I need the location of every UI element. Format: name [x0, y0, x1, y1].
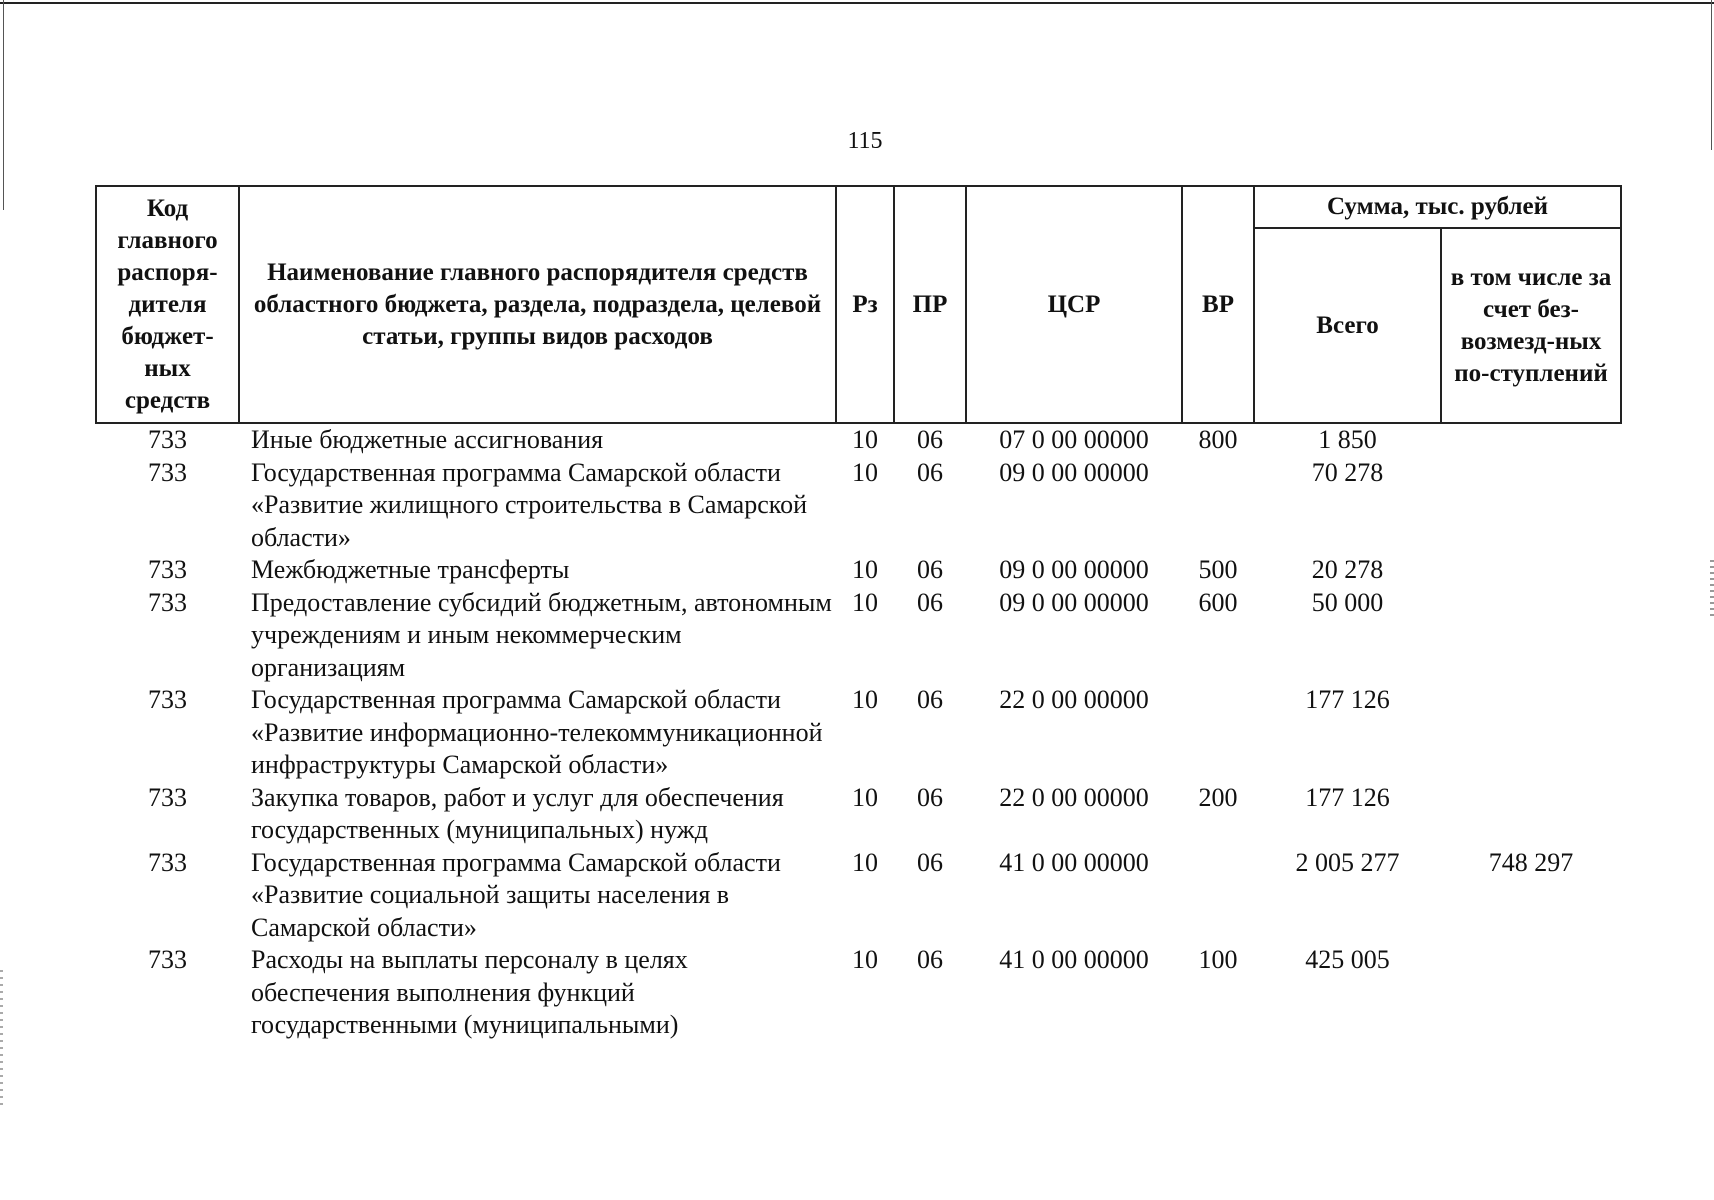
cell-name: Иные бюджетные ассигнования — [251, 425, 604, 454]
cell-rz: 10 — [852, 847, 878, 877]
header-name: Наименование главного распорядителя средств областного бюджета, раздела, подраздела, целевой статьи, группы видов расходов — [239, 186, 836, 423]
cell-pr: 06 — [917, 555, 943, 584]
cell-pr: 06 — [917, 425, 943, 454]
cell-code: 733 — [148, 847, 187, 877]
cell-vr: 500 — [1198, 555, 1238, 584]
cell-rz: 10 — [852, 685, 878, 714]
header-vr: ВР — [1182, 186, 1254, 423]
cell-vr — [1182, 457, 1254, 555]
cell-pr: 06 — [917, 782, 943, 812]
cell-vr: 200 — [1198, 782, 1238, 812]
page-number: 115 — [847, 128, 883, 154]
cell-rz: 10 — [852, 457, 878, 487]
cell-csr: 07 0 00 00000 — [999, 425, 1149, 454]
cell-pr: 06 — [917, 847, 943, 877]
cell-vr — [1182, 684, 1254, 782]
cell-vr — [1182, 847, 1254, 945]
cell-total: 177 126 — [1305, 685, 1390, 714]
table-row — [96, 782, 1621, 847]
cell-code: 733 — [148, 555, 187, 584]
table-row — [96, 554, 1621, 587]
cell-pr: 06 — [917, 945, 943, 974]
cell-code: 733 — [148, 782, 187, 812]
cell-code: 733 — [148, 945, 187, 974]
cell-rz: 10 — [852, 555, 878, 584]
cell-pr: 06 — [917, 685, 943, 714]
cell-rz: 10 — [852, 945, 878, 974]
header-code: Код главного распоря-дителя бюджет-ных средств — [96, 186, 239, 423]
cell-rz: 10 — [852, 587, 878, 617]
cell-incl — [1441, 554, 1621, 587]
cell-name: Закупка товаров, работ и услуг для обеспечения государственных (муниципальных) нужд — [251, 782, 784, 844]
header-sum-group: Сумма, тыс. рублей — [1254, 186, 1621, 228]
top-edge-line — [0, 2, 1714, 4]
cell-code: 733 — [148, 457, 187, 487]
cell-vr: 800 — [1198, 425, 1238, 454]
cell-incl — [1441, 587, 1621, 685]
budget-table — [95, 185, 1622, 1042]
cell-name: Государственная программа Самарской области «Развитие социальной защиты населения в Самарской области» — [251, 847, 781, 942]
cell-name: Государственная программа Самарской области «Развитие информационно-телекоммуникационной инфраструктуры Самарской области» — [251, 685, 823, 779]
cell-code: 733 — [148, 425, 187, 454]
scan-artifact — [0, 970, 3, 1110]
cell-csr: 41 0 00 00000 — [999, 847, 1149, 877]
cell-incl — [1441, 782, 1621, 847]
cell-incl — [1441, 423, 1621, 457]
table-body — [96, 423, 1621, 1042]
cell-pr: 06 — [917, 457, 943, 487]
cell-incl — [1441, 944, 1621, 1042]
cell-vr: 100 — [1198, 945, 1238, 974]
cell-total: 425 005 — [1305, 945, 1390, 974]
table-row — [96, 944, 1621, 1042]
cell-name: Предоставление субсидий бюджетным, автономным учреждениям и иным некоммерческим организациям — [251, 587, 832, 682]
header-csr: ЦСР — [966, 186, 1182, 423]
cell-csr: 09 0 00 00000 — [999, 457, 1149, 487]
cell-incl — [1441, 457, 1621, 555]
cell-rz: 10 — [852, 425, 878, 454]
cell-csr: 09 0 00 00000 — [999, 555, 1149, 584]
cell-incl: 748 297 — [1488, 847, 1574, 877]
cell-total: 2 005 277 — [1295, 847, 1400, 877]
table-header — [96, 186, 1621, 423]
cell-csr: 22 0 00 00000 — [999, 782, 1149, 812]
left-edge-line — [3, 0, 4, 210]
table-row — [96, 423, 1621, 457]
table-row — [96, 847, 1621, 945]
header-total: Всего — [1254, 228, 1441, 423]
table-row — [96, 587, 1621, 685]
cell-name: Государственная программа Самарской области «Развитие жилищного строительства в Самарской области» — [251, 457, 807, 552]
table-row — [96, 457, 1621, 555]
cell-name: Межбюджетные трансферты — [251, 555, 570, 584]
cell-vr: 600 — [1198, 587, 1238, 617]
scan-artifact — [1710, 560, 1714, 620]
header-incl: в том числе за счет без-возмезд-ных по-ступлений — [1441, 228, 1621, 423]
cell-total: 50 000 — [1311, 587, 1384, 617]
cell-csr: 09 0 00 00000 — [999, 587, 1149, 617]
table-row — [96, 684, 1621, 782]
header-rz: Рз — [836, 186, 894, 423]
cell-name: Расходы на выплаты персоналу в целях обеспечения выполнения функций государственными (муниципальными) — [251, 945, 688, 1039]
cell-incl — [1441, 684, 1621, 782]
cell-total: 177 126 — [1305, 782, 1390, 812]
cell-csr: 22 0 00 00000 — [999, 685, 1149, 714]
cell-code: 733 — [148, 685, 187, 714]
cell-total: 1 850 — [1318, 425, 1377, 454]
cell-code: 733 — [148, 587, 187, 617]
header-pr: ПР — [894, 186, 966, 423]
cell-rz: 10 — [852, 782, 878, 812]
cell-total: 70 278 — [1311, 457, 1384, 487]
cell-csr: 41 0 00 00000 — [999, 945, 1149, 974]
cell-total: 20 278 — [1311, 555, 1384, 584]
cell-pr: 06 — [917, 587, 943, 617]
